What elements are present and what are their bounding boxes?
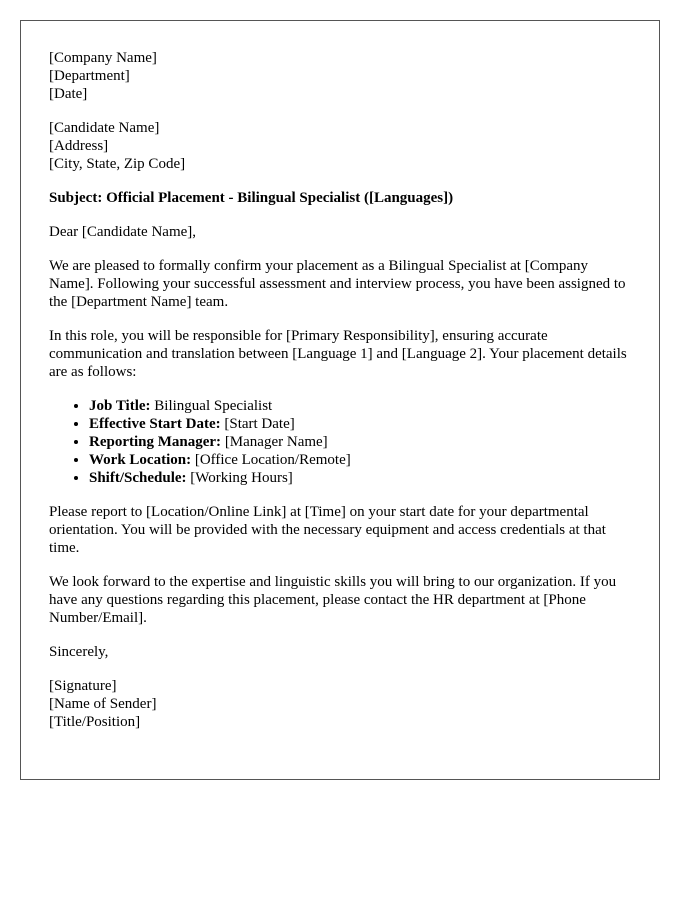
detail-value: [Working Hours] [186,470,293,486]
placement-details-list [49,397,633,487]
recipient-address: [Address] [49,138,109,154]
sender-title: [Title/Position] [49,714,141,730]
detail-item-manager [89,433,633,451]
paragraph-orientation: Please report to [Location/Online Link] at [Time] on your start date for your departmental orientation. You will be provided with the necessary equipment and access credentials at that time. [49,504,606,556]
letter-body [49,49,633,747]
recipient-city: [City, State, Zip Code] [49,156,186,172]
valediction: Sincerely, [49,644,109,660]
detail-item-job-title [89,397,633,415]
sender-department: [Department] [49,68,130,84]
detail-value: [Start Date] [220,416,295,432]
sender-block [49,49,633,103]
detail-label: Reporting Manager: [89,434,222,450]
detail-item-start-date [89,415,633,433]
letter-page [20,20,660,780]
signature: [Signature] [49,678,117,694]
recipient-block [49,119,633,173]
salutation: Dear [Candidate Name], [49,224,197,240]
subject-line: Subject: Official Placement - Bilingual Specialist ([Languages]) [49,190,454,206]
recipient-name: [Candidate Name] [49,120,160,136]
letter-date: [Date] [49,86,88,102]
detail-value: [Manager Name] [221,434,328,450]
detail-label: Shift/Schedule: [89,470,187,486]
sender-name: [Name of Sender] [49,696,157,712]
paragraph-role: In this role, you will be responsible for [Primary Responsibility], ensuring accurate communication and translation between [Language 1] and [Language 2]. Your placement details are as follows: [49,328,627,380]
detail-label: Effective Start Date: [89,416,221,432]
detail-label: Job Title: [89,398,151,414]
detail-label: Work Location: [89,452,192,468]
detail-item-schedule [89,469,633,487]
detail-value: [Office Location/Remote] [191,452,351,468]
paragraph-intro: We are pleased to formally confirm your placement as a Bilingual Specialist at [Company Name]. Following your successful assessment and interview process, you have been assigned to the [Department Name] team. [49,258,626,310]
sender-company: [Company Name] [49,50,157,66]
paragraph-closing: We look forward to the expertise and linguistic skills you will bring to our organization. If you have any questions regarding this placement, please contact the HR department at [Phone Number/Email]. [49,574,617,626]
detail-value: Bilingual Specialist [150,398,273,414]
detail-item-location [89,451,633,469]
signature-block [49,677,633,731]
